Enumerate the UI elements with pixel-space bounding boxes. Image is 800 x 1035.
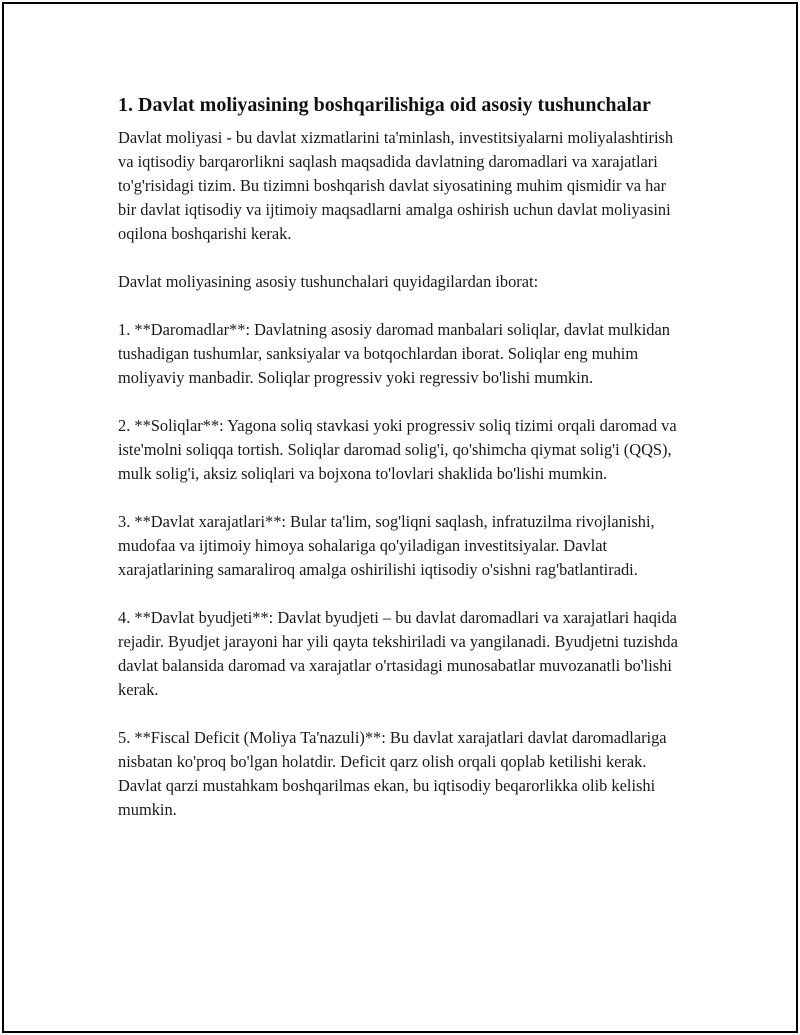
list-item-davlat-byudjeti: 4. **Davlat byudjeti**: Davlat byudjeti – bu davlat daromadlari va xarajatlari haqida rejadir. Byudjet jarayoni har yili qayta tekshiriladi va yangilanadi. Byudjetni tuzishda davlat balansida daromad va xarajatlar o'rtasidagi munosabatlar muvozanatli bo'lishi kerak.	[118, 608, 678, 699]
section-heading: 1. Davlat moliyasining boshqarilishiga oid asosiy tushunchalar	[118, 94, 651, 116]
lead-paragraph: Davlat moliyasining asosiy tushunchalari quyidagilardan iborat:	[118, 272, 539, 291]
list-item-davlat-xarajatlari: 3. **Davlat xarajatlari**: Bular ta'lim, sog'liqni saqlash, infratuzilma rivojlanishi, mudofaa va ijtimoiy himoya sohalariga qo'yiladigan investitsiyalar. Davlat xarajatlarining samaraliroq amalga oshirilishi iqtisodiy o'sishni rag'batlantiradi.	[118, 512, 655, 579]
document-body	[118, 92, 688, 846]
list-item-daromadlar: 1. **Daromadlar**: Davlatning asosiy daromad manbalari soliqlar, davlat mulkidan tushadigan tushumlar, sanksiyalar va botqochlardan iborat. Soliqlar eng muhim moliyaviy manbadir. Soliqlar progressiv yoki regressiv bo'lishi mumkin.	[118, 320, 670, 387]
intro-paragraph: Davlat moliyasi - bu davlat xizmatlarini ta'minlash, investitsiyalarni moliyalashtirish va iqtisodiy barqarorlikni saqlash maqsadida davlatning daromadlari va xarajatlari to'g'risidagi tizim. Bu tizimni boshqarish davlat siyosatining muhim qismidir va har bir davlat iqtisodiy va ijtimoiy maqsadlarni amalga oshirish uchun davlat moliyasini oqilona boshqarishi kerak.	[118, 128, 674, 243]
list-item-fiscal-deficit: 5. **Fiscal Deficit (Moliya Ta'nazuli)**: Bu davlat xarajatlari davlat daromadlariga nisbatan ko'proq bo'lgan holatdir. Deficit qarz olish orqali qoplab ketilishi kerak. Davlat qarzi mustahkam boshqarilmas ekan, bu iqtisodiy beqarorlikka olib kelishi mumkin.	[118, 728, 667, 819]
list-item-soliqlar: 2. **Soliqlar**: Yagona soliq stavkasi yoki progressiv soliq tizimi orqali daromad va iste'molni soliqqa tortish. Soliqlar daromad solig'i, qo'shimcha qiymat solig'i (QQS), mulk solig'i, aksiz soliqlari va bojxona to'lovlari shaklida bo'lishi mumkin.	[118, 416, 677, 483]
